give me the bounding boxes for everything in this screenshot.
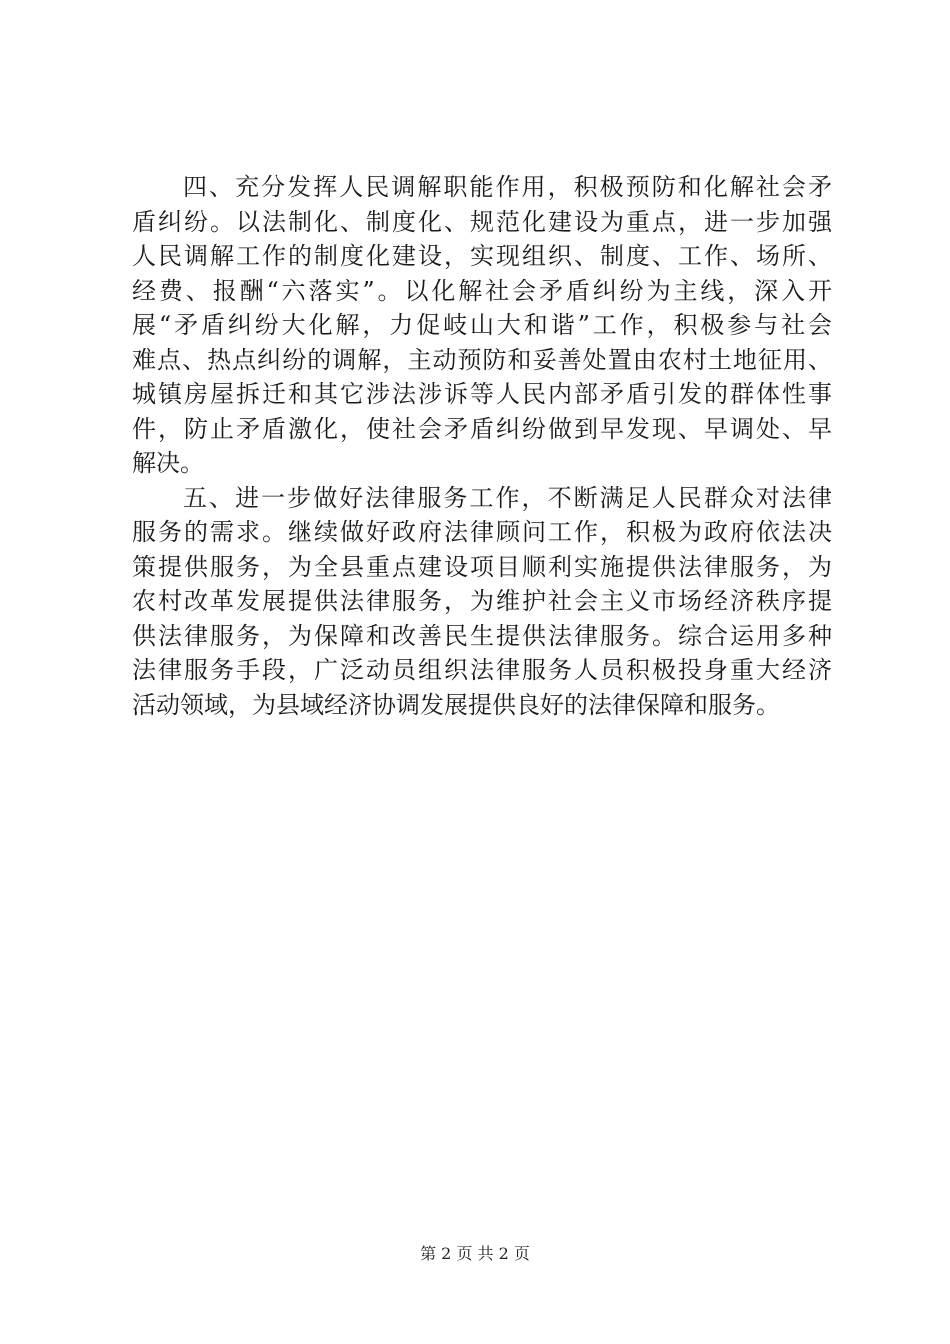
text-line: 四、充分发挥人民调解职能作用，积极预防和化解社会矛 — [183, 173, 832, 201]
text-line: 策提供服务，为全县重点建设项目顺利实施提供法律服务，为 — [132, 552, 832, 581]
text-line: 城镇房屋拆迁和其它涉法涉诉等人民内部矛盾引发的群体性事 — [132, 380, 832, 408]
text-line: 经费、报酬“六落实”。以化解社会矛盾纠纷为主线，深入开 — [132, 276, 832, 305]
document-body — [132, 170, 832, 722]
paragraph-five — [132, 481, 832, 723]
text-line: 盾纠纷。以法制化、制度化、规范化建设为重点，进一步加强 — [132, 207, 832, 236]
text-line: 人民调解工作的制度化建设，实现组织、制度、工作、场所、 — [132, 242, 832, 270]
text-line: 五、进一步做好法律服务工作，不断满足人民群众对法律 — [183, 483, 832, 512]
text-line: 解决。 — [132, 449, 204, 477]
text-line: 活动领域，为县域经济协调发展提供良好的法律保障和服务。 — [132, 690, 780, 719]
text-line: 农村改革发展提供法律服务，为维护社会主义市场经济秩序提 — [132, 587, 832, 615]
text-line: 难点、热点纠纷的调解，主动预防和妥善处置由农村土地征用、 — [132, 345, 832, 374]
text-line: 件，防止矛盾激化，使社会矛盾纠纷做到早发现、早调处、早 — [132, 414, 832, 443]
page-number-footer: 第 2 页 共 2 页 — [420, 1244, 530, 1263]
text-line: 展“矛盾纠纷大化解，力促岐山大和谐”工作，积极参与社会 — [132, 311, 832, 339]
text-line: 供法律服务，为保障和改善民生提供法律服务。综合运用多种 — [132, 621, 832, 650]
text-line: 服务的需求。继续做好政府法律顾问工作，积极为政府依法决 — [132, 518, 832, 546]
paragraph-four — [132, 170, 832, 481]
text-line: 法律服务手段，广泛动员组织法律服务人员积极投身重大经济 — [132, 656, 832, 684]
